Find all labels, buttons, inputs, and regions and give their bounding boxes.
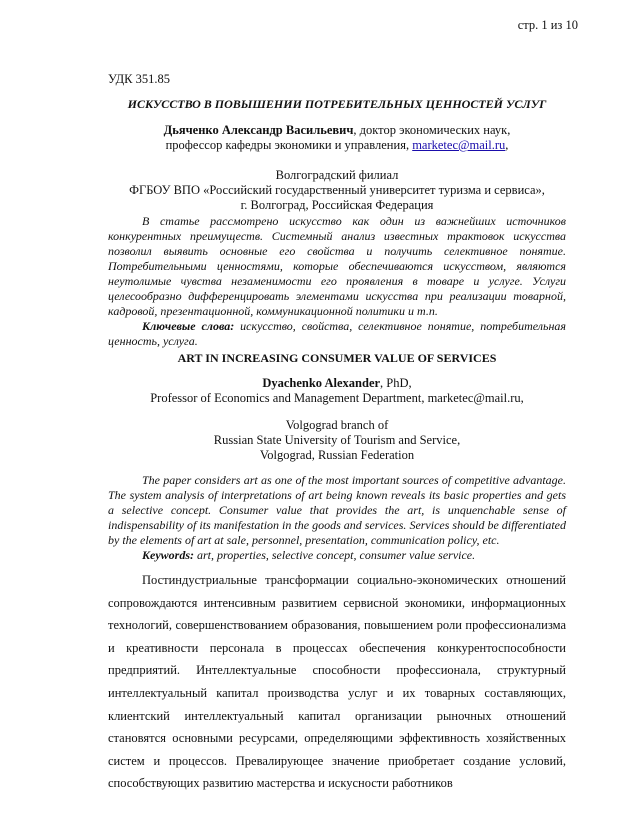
body-paragraph-1-text: Постиндустриальные трансформации социально-экономических отношений сопровождаются интенсивным развитием сервисной экономики, информационных технологий, совершенствованием образования, повышением роли профессионализма и креативности персонала в процессах обеспечения конкурентоспособности предприятий. Интеллектуальные способности профессионала, структурный интеллектуальный капитал производства услуг и их товарных составляющих, клиентский интеллектуальный капитал организации рыночных отношений становятся основными ресурсами, определяющими эффективность хозяйственных систем и процессов. Превалирующее значение приобретает создание условий, способствующих развитию мастерства и искусности работников: [108, 573, 566, 791]
author-degree-en: , PhD,: [380, 376, 412, 390]
affiliation-ru-line2: ФГБОУ ВПО «Российский государственный университет туризма и сервиса»,: [129, 183, 545, 197]
title-en: ART IN INCREASING CONSUMER VALUE OF SERVICES: [177, 351, 497, 365]
author-block-ru: [108, 123, 566, 153]
abstract-ru-text: В статье рассмотрено искусство как один из важнейших источников конкурентных преимуществ. Системный анализ известных трактовок искусства позволил выявить основные его свойства и получить селективное понятие. Потребительными ценностями, которые обеспечиваются искусством, являются неутолимые чувства незаменимости его проявления в товаре и услуге. Услуги целесообразно дифференцировать элементами искусства при реализации товарной, кадровой, презентационной, коммуникационной политики и т.п.: [108, 214, 566, 318]
keywords-label-en: Keywords:: [142, 548, 194, 562]
page-number: стр. 1 из 10: [517, 18, 578, 32]
abstract-en-text: The paper considers art as one of the most important sources of competitive advantage. The system analysis of interpretations of art being known reveals its basic properties and gets a selective concept. Consumer value that provides the art, is unquenchable sense of indispensability of its manifestation in the goods and services. Services should be differentiated by the elements of art at sale, personnel, presentation, communication policy, etc.: [108, 473, 566, 547]
author-position-line-ru: [108, 138, 566, 153]
author-name-ru: Дьяченко Александр Васильевич: [163, 123, 354, 137]
author-position-en: Professor of Economics and Management Department, marketec@mail.ru,: [150, 391, 524, 405]
author-email-link[interactable]: marketec@mail.ru: [412, 138, 506, 152]
author-position-ru: профессор кафедры экономики и управления,: [165, 138, 413, 152]
abstract-en: [108, 473, 566, 563]
affiliation-en-line1: Volgograd branch of: [285, 418, 389, 432]
keywords-en: art, properties, selective concept, consumer value service.: [194, 548, 476, 562]
author-block-en: [108, 376, 566, 406]
affiliation-en: [108, 418, 566, 463]
author-name-en: Dyachenko Alexander: [262, 376, 381, 390]
affiliation-en-line2: Russian State University of Tourism and Service,: [213, 433, 461, 447]
author-line-en: [108, 376, 566, 391]
body-paragraph-1: [108, 569, 566, 795]
affiliation-ru: [108, 168, 566, 213]
udc-code: УДК 351.85: [108, 72, 170, 86]
affiliation-ru-line1: Волгоградский филиал: [275, 168, 399, 182]
affiliation-en-line3: Volgograd, Russian Federation: [259, 448, 415, 462]
abstract-ru: [108, 214, 566, 349]
keywords-ru: искусство, свойства, селективное понятие, потребительная ценность, услуга.: [108, 319, 566, 348]
affiliation-ru-line3: г. Волгоград, Российская Федерация: [240, 198, 434, 212]
title-ru: ИСКУССТВО В ПОВЫШЕНИИ ПОТРЕБИТЕЛЬНЫХ ЦЕННОСТЕЙ УСЛУГ: [127, 97, 547, 111]
author-trailing-ru: ,: [505, 138, 509, 152]
author-line-ru: [108, 123, 566, 138]
keywords-label-ru: Ключевые слова:: [142, 319, 235, 333]
author-degree-ru: , доктор экономических наук,: [353, 123, 511, 137]
